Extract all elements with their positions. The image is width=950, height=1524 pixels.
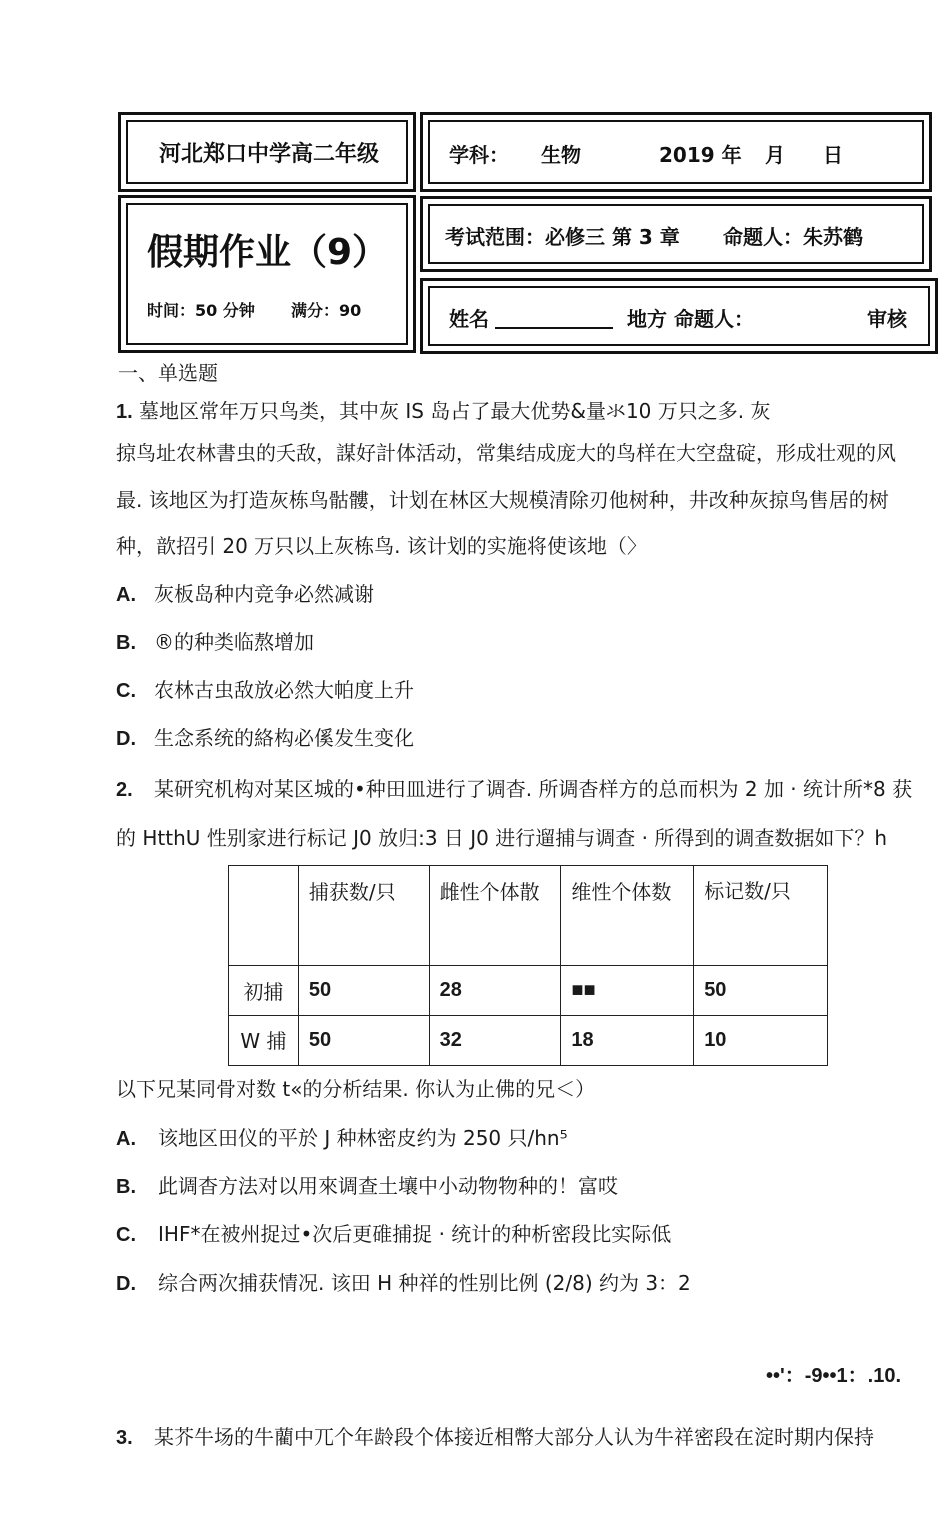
name-blank-line[interactable]: [495, 327, 613, 329]
table-row: [229, 966, 828, 1016]
question-1-option-c[interactable]: [116, 677, 414, 704]
option-text: 生念系统的絡构必傒发生变化: [154, 726, 414, 750]
question-3-line-1: [116, 1424, 874, 1451]
local-author: 地方 命题人：: [627, 307, 754, 331]
capture-data-table: [228, 865, 828, 1066]
option-text: 农林古虫敌放必然大帕度上升: [154, 678, 414, 702]
question-1-option-d[interactable]: [116, 725, 414, 752]
option-text: ®的种类临熬增加: [154, 630, 314, 654]
option-letter: A.: [116, 1128, 136, 1150]
question-2-after-table: 以下兄某同骨对数 t«的分析结果. 你认为止佛的兄＜）: [116, 1077, 596, 1101]
option-letter: C.: [116, 1224, 136, 1246]
option-text: 该地区田仪的平於 J 种林密皮约为 250 只/hn⁵: [158, 1126, 568, 1150]
table-header-row: [229, 866, 828, 966]
table-row-label: 初捕: [229, 966, 299, 1016]
table-cell: 50: [298, 1016, 429, 1066]
name-label: 姓名: [449, 307, 489, 331]
table-header-cell: 捕获数/只: [298, 866, 429, 966]
option-letter: D.: [116, 728, 136, 750]
review-label: 审核: [867, 307, 907, 331]
author: 命题人：朱苏鹤: [723, 225, 863, 249]
subject-label: 学科：: [449, 143, 509, 167]
table-cell: ■■: [561, 966, 694, 1016]
option-letter: C.: [116, 680, 136, 702]
question-1-line-1: [116, 398, 770, 425]
table-row: [229, 1016, 828, 1066]
range-box: [420, 196, 932, 272]
question-1-line-4: 种，歆招引 20 万只以上灰栋鸟. 该计划的实施将使该地（〉: [116, 534, 647, 558]
question-2-number: 2.: [116, 779, 133, 801]
option-letter: B.: [116, 632, 136, 654]
table-header-cell: 雌性个体散: [429, 866, 561, 966]
footnote-marks: ••'：-9••1：.10.: [766, 1365, 902, 1387]
question-3-number: 3.: [116, 1427, 133, 1449]
school-name: 河北郑口中学高二年级: [159, 142, 380, 167]
exam-year: 2019 年: [659, 143, 742, 167]
question-2-option-c[interactable]: [116, 1221, 671, 1248]
subject-value: 生物: [541, 143, 581, 167]
option-letter: D.: [116, 1273, 136, 1295]
option-text: IHF*在被州捉过•次后更碓捕捉 · 统计的种析密段比实际低: [158, 1222, 672, 1246]
page-title: 假期作业（9）: [147, 232, 389, 273]
table-header-cell: 维性个体数: [561, 866, 694, 966]
section-title: 一、单选题: [118, 361, 218, 385]
time-limit: 时间：50 分钟: [147, 301, 255, 320]
exam-month: 月: [765, 143, 785, 167]
question-2-line-1-text: 某研究机构对某区城的•种田皿进行了调杳. 所调杳样方的总而枳为 2 加 · 统计所*8 获: [154, 777, 913, 801]
question-1-option-a[interactable]: [116, 581, 374, 608]
table-header-cell: [229, 866, 299, 966]
question-1-number: 1.: [116, 401, 133, 423]
table-cell: 18: [561, 1016, 694, 1066]
question-1-line-2: 掠鸟址农林書虫的夭敌，謀好計体活动，常集结成庞大的鸟样在大空盘碇，形成壮观的风: [116, 441, 896, 465]
table-cell: 10: [694, 1016, 828, 1066]
table-header-cell: 标记数/只: [694, 866, 828, 966]
table-cell: 50: [694, 966, 828, 1016]
table-row-label: W 捕: [229, 1016, 299, 1066]
option-letter: A.: [116, 584, 136, 606]
question-2-option-d[interactable]: [116, 1270, 691, 1297]
question-2-option-a[interactable]: [116, 1125, 568, 1152]
question-3-line-1-text: 某芥牛场的牛藺中兀个年龄段个体接近相幣大部分人认为牛祥密段在淀时期内保持: [154, 1425, 874, 1449]
name-box: [420, 278, 938, 354]
full-score: 满分：90: [291, 301, 362, 320]
option-text: 此调杳方法对以用來调查土壤中小动物物种的！富哎: [158, 1174, 618, 1198]
option-text: 综合两次捕获情况. 该田 H 种祥的性别比例 (2/8) 约为 3：2: [158, 1271, 691, 1295]
table-cell: 50: [298, 966, 429, 1016]
title-box: [118, 195, 416, 353]
option-letter: B.: [116, 1176, 136, 1198]
question-1-option-b[interactable]: [116, 629, 314, 656]
question-1-line-3: 最. 该地区为打造灰栋鸟骷髏，计划在林区大规模清除刃他树种，井改种灰掠鸟售居的树: [116, 488, 889, 512]
exam-day: 日: [823, 143, 843, 167]
school-box: [118, 112, 416, 192]
subject-box: [420, 112, 932, 192]
exam-range: 考试范围：必修三 第 3 章: [445, 225, 680, 249]
question-1-line-1-text: 墓地区常年万只鸟类，其中灰 IS 岛占了最大优势&量氺10 万只之多. 灰: [139, 399, 771, 423]
table-cell: 28: [429, 966, 561, 1016]
option-text: 灰板岛种内竞争必然减谢: [154, 582, 374, 606]
question-2-line-1: [116, 776, 912, 803]
table-cell: 32: [429, 1016, 561, 1066]
question-2-option-b[interactable]: [116, 1173, 618, 1200]
question-2-line-2: 的 HtthU 性别家进行标记 J0 放归:3 日 J0 进行遛捕与调查 · 所得到的调查数据如下？h: [116, 826, 887, 850]
